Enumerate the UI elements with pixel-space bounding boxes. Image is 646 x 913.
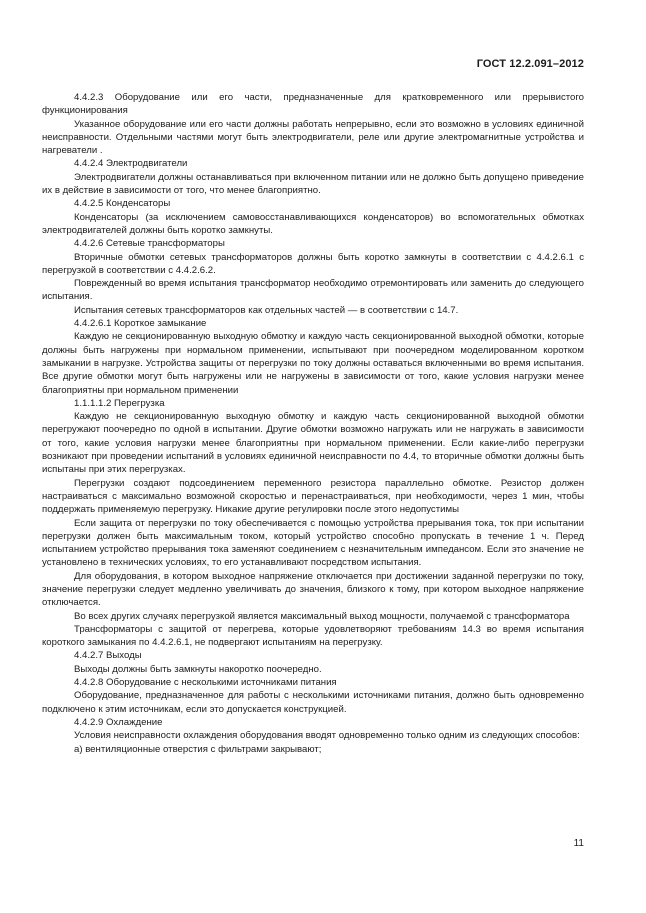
paragraph: Поврежденный во время испытания трансформатор необходимо отремонтировать или заменить до следующего испытания. [42,278,584,303]
paragraph: Электродвигатели должны останавливаться при включенном питании или не должно быть допущено приведение их в действие в зависимости от того, что менее благоприятно. [42,171,584,197]
paragraph: Каждую не секционированную выходную обмотку и каждую часть секционированной выходной обмотки перегружают поочередно по одной в испытании. Другие обмотки возможно нагружать или не нагружать в зависимости от того, какие условия нагрузки менее благоприятны при нормальном применении. Если какие-либо перегрузки возникают при проведении испытаний в условиях единичной неисправности по 4.4, то вторичные обмотки должны быть испытаны при этих перегрузках. [42,411,584,476]
page-number: 11 [573,838,584,849]
paragraph: Условия неисправности охлаждения оборудования вводят одновременно только одним из следующих способов: [74,730,580,742]
paragraph: Оборудование, предназначенное для работы с несколькими источниками питания, должно быть одновременно подключено к этим источникам, если это допускается конструкцией. [42,690,584,715]
paragraph: Выходы должны быть замкнуты накоротко поочередно. [74,663,322,675]
paragraph: Если защита от перегрузки по току обеспечивается с помощью устройства прерывания тока, ток при испытании перегрузки должен быть максимальным током, который устройство способно пропускать в течение 1 ч. Перед испытанием устройство прерывания тока заменяют соединением с незначительным импедансом. Если это значение не установлено в технических условиях, то его устанавливают посредством испытания. [42,517,584,569]
section-heading: 4.4.2.9 Охлаждение [74,716,163,728]
standard-designation: ГОСТ 12.2.091–2012 [476,58,584,70]
section-heading: 1.1.1.1.2 Перегрузка [74,397,165,409]
paragraph: Трансформаторы с защитой от перегрева, которые удовлетворяют требованиям 14.3 во время испытания короткого замыкания по 4.4.2.6.1, не подвергают испытаниям на перегрузку. [42,623,584,649]
paragraph: Во всех других случаях перегрузкой является максимальный выход мощности, получаемой с трансформатора [74,610,570,622]
section-heading: 4.4.2.7 Выходы [74,650,142,662]
document-body [42,91,584,756]
section-heading: 4.4.2.3 Оборудование или его части, предназначенные для кратковременного или прерывистого функционирования [42,92,584,117]
paragraph: Каждую не секционированную выходную обмотку и каждую часть секционированной выходной обмотки, которые должны быть нагружены при нормальном применении, испытывают при поочередном моделированном коротком замыкании в нагрузке. Устройства защиты от перегрузки по току должны оставаться включенными во время испытания. Все другие обмотки могут быть нагружены или не нагружены в зависимости от того, какие условия нагрузки менее благоприятны при нормальном применении [42,331,584,396]
paragraph: Перегрузки создают подсоединением переменного резистора параллельно обмотке. Резистор должен настраиваться с максимально возможной скоростью и перенастраиваться, при необходимости, через 1 мин, чтобы поддержать применяемую перегрузку. Никакие другие регулировки после этого недопустимы [42,477,584,516]
section-heading: 4.4.2.8 Оборудование с несколькими источниками питания [74,677,337,689]
section-heading: 4.4.2.6 Сетевые трансформаторы [74,238,225,250]
paragraph: Вторичные обмотки сетевых трансформаторов должны быть коротко замкнуты в соответствии с 4.4.2.6.1 с перегрузкой в соответствии с 4.4.2.6.2. [42,251,584,276]
paragraph: Испытания сетевых трансформаторов как отдельных частей — в соответствии с 14.7. [74,304,459,316]
section-heading: 4.4.2.5 Конденсаторы [74,198,171,210]
paragraph: Для оборудования, в котором выходное напряжение отключается при достижении заданной перегрузки по току, значение перегрузки следует медленно увеличивать до значения, близкого к тому, при котором выходное напряжение отключается. [42,570,584,609]
paragraph: Указанное оборудование или его части должны работать непрерывно, если это возможно в условиях единичной неисправности. Отдельными частями могут быть электродвигатели, реле или другие электромагнитные устройства и нагреватели . [42,118,584,157]
list-item: а) вентиляционные отверстия с фильтрами закрывают; [74,743,322,755]
paragraph: Конденсаторы (за исключением самовосстанавливающихся конденсаторов) во вспомогательных обмотках электродвигателей должны быть коротко замкнуты. [42,211,584,236]
section-heading: 4.4.2.6.1 Короткое замыкание [74,318,207,330]
section-heading: 4.4.2.4 Электродвигатели [74,158,188,170]
